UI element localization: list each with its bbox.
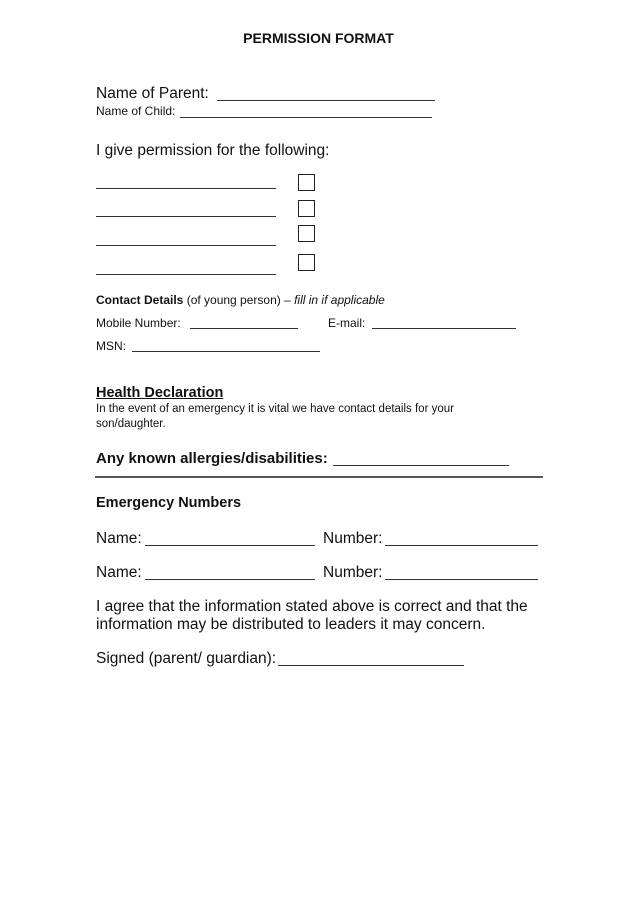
msn-field[interactable] [132, 351, 320, 352]
agreement-line2: information may be distributed to leaders it may concern. [96, 616, 486, 633]
contact-heading [96, 293, 385, 307]
agreement-line1: I agree that the information stated above is correct and that the [96, 598, 528, 615]
emergency-name-label-1: Name: [96, 530, 142, 547]
emergency-name-field-2[interactable] [145, 579, 315, 580]
contact-heading-bold: Contact Details [96, 293, 184, 307]
health-heading: Health Declaration [96, 385, 224, 401]
email-label: E-mail: [328, 316, 366, 330]
contact-heading-normal: (of young person) – [183, 293, 295, 307]
permission-item-4-checkbox[interactable] [298, 254, 315, 271]
health-text-line1: In the event of an emergency it is vital we have contact details for your [96, 403, 454, 415]
mobile-field[interactable] [190, 328, 298, 329]
emergency-name-label-2: Name: [96, 564, 142, 581]
emergency-number-field-1[interactable] [385, 545, 538, 546]
parent-name-label: Name of Parent: [96, 85, 209, 102]
signed-label: Signed (parent/ guardian): [96, 650, 277, 667]
contact-heading-italic: fill in if applicable [294, 293, 385, 307]
mobile-label: Mobile Number: [96, 316, 181, 330]
signature-field[interactable] [278, 665, 464, 666]
email-field[interactable] [372, 328, 516, 329]
emergency-name-field-1[interactable] [145, 545, 315, 546]
permission-item-1-checkbox[interactable] [298, 174, 315, 191]
permission-heading: I give permission for the following: [96, 142, 330, 159]
health-text-line2: son/daughter. [96, 418, 166, 430]
permission-item-2-field[interactable] [96, 216, 276, 217]
emergency-number-label-2: Number: [323, 564, 383, 581]
permission-item-1-field[interactable] [96, 188, 276, 189]
permission-item-4-field[interactable] [96, 274, 276, 275]
allergies-label: Any known allergies/disabilities: [96, 450, 328, 467]
emergency-heading: Emergency Numbers [96, 495, 242, 511]
msn-label: MSN: [96, 339, 126, 353]
allergies-field[interactable] [333, 465, 509, 466]
allergies-divider [95, 476, 543, 478]
permission-item-2-checkbox[interactable] [298, 200, 315, 217]
permission-item-3-field[interactable] [96, 245, 276, 246]
page-title: PERMISSION FORMAT [243, 30, 394, 46]
emergency-number-label-1: Number: [323, 530, 383, 547]
permission-item-3-checkbox[interactable] [298, 225, 315, 242]
child-name-field[interactable] [180, 117, 432, 118]
emergency-number-field-2[interactable] [385, 579, 538, 580]
parent-name-field[interactable] [217, 100, 435, 101]
child-name-label: Name of Child: [96, 104, 176, 118]
